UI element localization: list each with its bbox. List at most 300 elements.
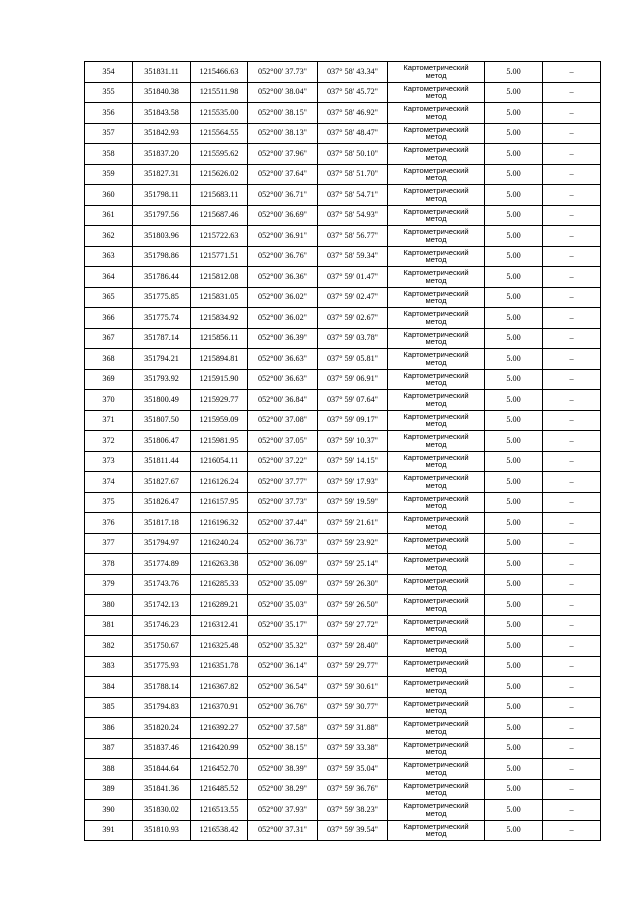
longitude-cell: 037° 58' 56.77" xyxy=(318,226,388,247)
accuracy-cell: 5.00 xyxy=(485,492,543,513)
latitude-cell: 052°00' 37.08" xyxy=(248,410,318,431)
method-cell xyxy=(388,308,485,329)
method-cell xyxy=(388,554,485,575)
latitude-cell: 052°00' 38.29" xyxy=(248,779,318,800)
longitude-cell: 037° 59' 01.47" xyxy=(318,267,388,288)
y-coordinate-cell: 1215511.98 xyxy=(191,82,248,103)
y-coordinate-cell: 1215535.00 xyxy=(191,103,248,124)
x-coordinate-cell: 351788.14 xyxy=(133,677,191,698)
point-number-cell: 380 xyxy=(85,595,133,616)
table-row xyxy=(85,287,601,308)
latitude-cell: 052°00' 35.03" xyxy=(248,595,318,616)
method-line-1: Картометрический xyxy=(403,329,469,339)
table-row xyxy=(85,492,601,513)
method-line-2: метод xyxy=(425,747,447,757)
accuracy-cell: 5.00 xyxy=(485,738,543,759)
y-coordinate-cell: 1216370.91 xyxy=(191,697,248,718)
method-line-2: метод xyxy=(425,214,447,224)
y-coordinate-cell: 1215626.02 xyxy=(191,164,248,185)
y-coordinate-cell: 1216367.82 xyxy=(191,677,248,698)
accuracy-cell: 5.00 xyxy=(485,369,543,390)
point-number-cell: 375 xyxy=(85,492,133,513)
method-line-2: метод xyxy=(425,70,447,80)
x-coordinate-cell: 351742.13 xyxy=(133,595,191,616)
point-number-cell: 355 xyxy=(85,82,133,103)
longitude-cell: 037° 59' 36.76" xyxy=(318,779,388,800)
point-number-cell: 365 xyxy=(85,287,133,308)
latitude-cell: 052°00' 38.13" xyxy=(248,123,318,144)
method-cell xyxy=(388,636,485,657)
latitude-cell: 052°00' 37.73" xyxy=(248,492,318,513)
method-line-1: Картометрический xyxy=(403,165,469,175)
table-row xyxy=(85,82,601,103)
longitude-cell: 037° 59' 21.61" xyxy=(318,513,388,534)
table-row xyxy=(85,328,601,349)
table-row xyxy=(85,390,601,411)
method-cell xyxy=(388,205,485,226)
method-line-2: метод xyxy=(425,275,447,285)
method-cell xyxy=(388,246,485,267)
point-number-cell: 379 xyxy=(85,574,133,595)
latitude-cell: 052°00' 38.39" xyxy=(248,759,318,780)
longitude-cell: 037° 59' 14.15" xyxy=(318,451,388,472)
point-number-cell: 389 xyxy=(85,779,133,800)
method-line-1: Картометрический xyxy=(403,227,469,237)
latitude-cell: 052°00' 36.63" xyxy=(248,369,318,390)
longitude-cell: 037° 59' 29.77" xyxy=(318,656,388,677)
y-coordinate-cell: 1216126.24 xyxy=(191,472,248,493)
y-coordinate-cell: 1216312.41 xyxy=(191,615,248,636)
method-line-2: метод xyxy=(425,173,447,183)
point-number-cell: 359 xyxy=(85,164,133,185)
point-number-cell: 374 xyxy=(85,472,133,493)
note-cell: – xyxy=(543,533,601,554)
method-line-1: Картометрический xyxy=(403,657,469,667)
x-coordinate-cell: 351787.14 xyxy=(133,328,191,349)
table-row xyxy=(85,574,601,595)
accuracy-cell: 5.00 xyxy=(485,697,543,718)
accuracy-cell: 5.00 xyxy=(485,820,543,841)
point-number-cell: 381 xyxy=(85,615,133,636)
latitude-cell: 052°00' 37.93" xyxy=(248,800,318,821)
accuracy-cell: 5.00 xyxy=(485,677,543,698)
x-coordinate-cell: 351807.50 xyxy=(133,410,191,431)
x-coordinate-cell: 351746.23 xyxy=(133,615,191,636)
method-line-1: Картометрический xyxy=(403,124,469,134)
method-cell xyxy=(388,390,485,411)
method-line-2: метод xyxy=(425,480,447,490)
method-line-2: метод xyxy=(425,665,447,675)
note-cell: – xyxy=(543,246,601,267)
latitude-cell: 052°00' 37.73" xyxy=(248,62,318,83)
note-cell: – xyxy=(543,328,601,349)
point-number-cell: 387 xyxy=(85,738,133,759)
method-line-1: Картометрический xyxy=(403,514,469,524)
method-cell xyxy=(388,185,485,206)
y-coordinate-cell: 1215771.51 xyxy=(191,246,248,267)
x-coordinate-cell: 351750.67 xyxy=(133,636,191,657)
note-cell: – xyxy=(543,308,601,329)
y-coordinate-cell: 1215856.11 xyxy=(191,328,248,349)
method-line-2: метод xyxy=(425,562,447,572)
method-line-1: Картометрический xyxy=(403,739,469,749)
x-coordinate-cell: 351841.36 xyxy=(133,779,191,800)
y-coordinate-cell: 1216420.99 xyxy=(191,738,248,759)
method-line-1: Картометрический xyxy=(403,63,469,73)
note-cell: – xyxy=(543,800,601,821)
note-cell: – xyxy=(543,431,601,452)
accuracy-cell: 5.00 xyxy=(485,267,543,288)
point-number-cell: 369 xyxy=(85,369,133,390)
accuracy-cell: 5.00 xyxy=(485,144,543,165)
note-cell: – xyxy=(543,718,601,739)
method-line-1: Картометрический xyxy=(403,186,469,196)
method-line-1: Картометрический xyxy=(403,493,469,503)
point-number-cell: 371 xyxy=(85,410,133,431)
accuracy-cell: 5.00 xyxy=(485,103,543,124)
method-line-2: метод xyxy=(425,829,447,839)
latitude-cell: 052°00' 37.58" xyxy=(248,718,318,739)
accuracy-cell: 5.00 xyxy=(485,287,543,308)
point-number-cell: 364 xyxy=(85,267,133,288)
method-line-2: метод xyxy=(425,316,447,326)
method-cell xyxy=(388,595,485,616)
method-line-1: Картометрический xyxy=(403,83,469,93)
method-line-1: Картометрический xyxy=(403,247,469,257)
latitude-cell: 052°00' 36.36" xyxy=(248,267,318,288)
accuracy-cell: 5.00 xyxy=(485,410,543,431)
y-coordinate-cell: 1216157.95 xyxy=(191,492,248,513)
method-cell xyxy=(388,574,485,595)
y-coordinate-cell: 1215834.92 xyxy=(191,308,248,329)
method-line-2: метод xyxy=(425,788,447,798)
method-cell xyxy=(388,82,485,103)
method-line-2: метод xyxy=(425,808,447,818)
longitude-cell: 037° 59' 09.17" xyxy=(318,410,388,431)
accuracy-cell: 5.00 xyxy=(485,451,543,472)
point-number-cell: 373 xyxy=(85,451,133,472)
method-cell xyxy=(388,369,485,390)
y-coordinate-cell: 1216513.55 xyxy=(191,800,248,821)
point-number-cell: 356 xyxy=(85,103,133,124)
longitude-cell: 037° 59' 23.92" xyxy=(318,533,388,554)
note-cell: – xyxy=(543,144,601,165)
note-cell: – xyxy=(543,738,601,759)
x-coordinate-cell: 351837.20 xyxy=(133,144,191,165)
y-coordinate-cell: 1215683.11 xyxy=(191,185,248,206)
note-cell: – xyxy=(543,451,601,472)
latitude-cell: 052°00' 38.04" xyxy=(248,82,318,103)
x-coordinate-cell: 351743.76 xyxy=(133,574,191,595)
accuracy-cell: 5.00 xyxy=(485,513,543,534)
method-line-1: Картометрический xyxy=(403,780,469,790)
note-cell: – xyxy=(543,62,601,83)
method-cell xyxy=(388,144,485,165)
x-coordinate-cell: 351786.44 xyxy=(133,267,191,288)
accuracy-cell: 5.00 xyxy=(485,123,543,144)
x-coordinate-cell: 351827.31 xyxy=(133,164,191,185)
point-number-cell: 385 xyxy=(85,697,133,718)
method-line-2: метод xyxy=(425,255,447,265)
latitude-cell: 052°00' 37.44" xyxy=(248,513,318,534)
point-number-cell: 378 xyxy=(85,554,133,575)
note-cell: – xyxy=(543,513,601,534)
point-number-cell: 363 xyxy=(85,246,133,267)
y-coordinate-cell: 1216452.70 xyxy=(191,759,248,780)
y-coordinate-cell: 1216485.52 xyxy=(191,779,248,800)
accuracy-cell: 5.00 xyxy=(485,779,543,800)
method-line-2: метод xyxy=(425,460,447,470)
method-line-2: метод xyxy=(425,378,447,388)
accuracy-cell: 5.00 xyxy=(485,308,543,329)
method-line-1: Картометрический xyxy=(403,370,469,380)
latitude-cell: 052°00' 37.05" xyxy=(248,431,318,452)
table-row xyxy=(85,636,601,657)
accuracy-cell: 5.00 xyxy=(485,636,543,657)
method-line-2: метод xyxy=(425,419,447,429)
method-cell xyxy=(388,328,485,349)
y-coordinate-cell: 1215831.05 xyxy=(191,287,248,308)
y-coordinate-cell: 1216538.42 xyxy=(191,820,248,841)
method-line-1: Картометрический xyxy=(403,555,469,565)
y-coordinate-cell: 1216054.11 xyxy=(191,451,248,472)
longitude-cell: 037° 59' 06.91" xyxy=(318,369,388,390)
method-cell xyxy=(388,492,485,513)
method-line-1: Картометрический xyxy=(403,760,469,770)
latitude-cell: 052°00' 37.22" xyxy=(248,451,318,472)
table-row xyxy=(85,697,601,718)
longitude-cell: 037° 59' 27.72" xyxy=(318,615,388,636)
x-coordinate-cell: 351800.49 xyxy=(133,390,191,411)
table-row xyxy=(85,472,601,493)
latitude-cell: 052°00' 35.17" xyxy=(248,615,318,636)
method-line-1: Картометрический xyxy=(403,452,469,462)
point-number-cell: 377 xyxy=(85,533,133,554)
point-number-cell: 360 xyxy=(85,185,133,206)
method-line-1: Картометрический xyxy=(403,411,469,421)
table-row xyxy=(85,677,601,698)
note-cell: – xyxy=(543,82,601,103)
method-line-2: метод xyxy=(425,193,447,203)
method-line-2: метод xyxy=(425,685,447,695)
x-coordinate-cell: 351831.11 xyxy=(133,62,191,83)
method-line-1: Картометрический xyxy=(403,596,469,606)
longitude-cell: 037° 59' 39.54" xyxy=(318,820,388,841)
point-number-cell: 390 xyxy=(85,800,133,821)
table-row xyxy=(85,820,601,841)
point-number-cell: 391 xyxy=(85,820,133,841)
method-line-1: Картометрический xyxy=(403,268,469,278)
table-row xyxy=(85,779,601,800)
y-coordinate-cell: 1215894.81 xyxy=(191,349,248,370)
y-coordinate-cell: 1216240.24 xyxy=(191,533,248,554)
longitude-cell: 037° 59' 07.64" xyxy=(318,390,388,411)
method-cell xyxy=(388,226,485,247)
x-coordinate-cell: 351820.24 xyxy=(133,718,191,739)
latitude-cell: 052°00' 36.63" xyxy=(248,349,318,370)
method-line-1: Картометрический xyxy=(403,432,469,442)
y-coordinate-cell: 1216325.48 xyxy=(191,636,248,657)
latitude-cell: 052°00' 37.64" xyxy=(248,164,318,185)
note-cell: – xyxy=(543,656,601,677)
point-number-cell: 366 xyxy=(85,308,133,329)
table-row xyxy=(85,123,601,144)
note-cell: – xyxy=(543,472,601,493)
longitude-cell: 037° 59' 03.78" xyxy=(318,328,388,349)
accuracy-cell: 5.00 xyxy=(485,800,543,821)
latitude-cell: 052°00' 38.15" xyxy=(248,103,318,124)
table-row xyxy=(85,62,601,83)
method-cell xyxy=(388,513,485,534)
note-cell: – xyxy=(543,820,601,841)
method-cell xyxy=(388,697,485,718)
method-line-1: Картометрический xyxy=(403,637,469,647)
longitude-cell: 037° 58' 59.34" xyxy=(318,246,388,267)
method-line-2: метод xyxy=(425,439,447,449)
method-line-2: метод xyxy=(425,706,447,716)
table-row xyxy=(85,369,601,390)
x-coordinate-cell: 351775.93 xyxy=(133,656,191,677)
x-coordinate-cell: 351842.93 xyxy=(133,123,191,144)
accuracy-cell: 5.00 xyxy=(485,759,543,780)
method-line-2: метод xyxy=(425,296,447,306)
accuracy-cell: 5.00 xyxy=(485,615,543,636)
latitude-cell: 052°00' 36.91" xyxy=(248,226,318,247)
x-coordinate-cell: 351817.18 xyxy=(133,513,191,534)
table-row xyxy=(85,533,601,554)
method-line-1: Картометрический xyxy=(403,350,469,360)
y-coordinate-cell: 1215722.63 xyxy=(191,226,248,247)
table-row xyxy=(85,615,601,636)
latitude-cell: 052°00' 36.02" xyxy=(248,287,318,308)
x-coordinate-cell: 351774.89 xyxy=(133,554,191,575)
method-line-1: Картометрический xyxy=(403,145,469,155)
method-line-1: Картометрический xyxy=(403,698,469,708)
accuracy-cell: 5.00 xyxy=(485,246,543,267)
y-coordinate-cell: 1215466.63 xyxy=(191,62,248,83)
note-cell: – xyxy=(543,185,601,206)
method-line-2: метод xyxy=(425,91,447,101)
longitude-cell: 037° 59' 30.61" xyxy=(318,677,388,698)
method-cell xyxy=(388,349,485,370)
method-line-2: метод xyxy=(425,644,447,654)
latitude-cell: 052°00' 38.15" xyxy=(248,738,318,759)
accuracy-cell: 5.00 xyxy=(485,82,543,103)
method-line-2: метод xyxy=(425,542,447,552)
table-row xyxy=(85,656,601,677)
method-cell xyxy=(388,431,485,452)
method-line-2: метод xyxy=(425,501,447,511)
accuracy-cell: 5.00 xyxy=(485,554,543,575)
point-number-cell: 376 xyxy=(85,513,133,534)
method-line-2: метод xyxy=(425,603,447,613)
y-coordinate-cell: 1216263.38 xyxy=(191,554,248,575)
y-coordinate-cell: 1216351.78 xyxy=(191,656,248,677)
method-line-1: Картометрический xyxy=(403,473,469,483)
x-coordinate-cell: 351811.44 xyxy=(133,451,191,472)
accuracy-cell: 5.00 xyxy=(485,656,543,677)
table-row xyxy=(85,410,601,431)
note-cell: – xyxy=(543,410,601,431)
y-coordinate-cell: 1215687.46 xyxy=(191,205,248,226)
y-coordinate-cell: 1216285.33 xyxy=(191,574,248,595)
method-cell xyxy=(388,164,485,185)
y-coordinate-cell: 1215981.95 xyxy=(191,431,248,452)
longitude-cell: 037° 59' 26.50" xyxy=(318,595,388,616)
note-cell: – xyxy=(543,287,601,308)
x-coordinate-cell: 351806.47 xyxy=(133,431,191,452)
note-cell: – xyxy=(543,636,601,657)
method-cell xyxy=(388,779,485,800)
accuracy-cell: 5.00 xyxy=(485,185,543,206)
method-line-1: Картометрический xyxy=(403,309,469,319)
x-coordinate-cell: 351810.93 xyxy=(133,820,191,841)
table-row xyxy=(85,144,601,165)
method-line-2: метод xyxy=(425,583,447,593)
method-line-2: метод xyxy=(425,624,447,634)
note-cell: – xyxy=(543,615,601,636)
longitude-cell: 037° 59' 17.93" xyxy=(318,472,388,493)
method-cell xyxy=(388,759,485,780)
y-coordinate-cell: 1215812.08 xyxy=(191,267,248,288)
longitude-cell: 037° 58' 51.70" xyxy=(318,164,388,185)
table-row xyxy=(85,164,601,185)
latitude-cell: 052°00' 36.39" xyxy=(248,328,318,349)
longitude-cell: 037° 58' 50.10" xyxy=(318,144,388,165)
method-line-1: Картометрический xyxy=(403,678,469,688)
point-number-cell: 358 xyxy=(85,144,133,165)
accuracy-cell: 5.00 xyxy=(485,574,543,595)
method-cell xyxy=(388,62,485,83)
latitude-cell: 052°00' 37.77" xyxy=(248,472,318,493)
method-line-2: метод xyxy=(425,234,447,244)
longitude-cell: 037° 59' 05.81" xyxy=(318,349,388,370)
method-cell xyxy=(388,677,485,698)
table-row xyxy=(85,554,601,575)
point-number-cell: 372 xyxy=(85,431,133,452)
point-number-cell: 362 xyxy=(85,226,133,247)
table-row xyxy=(85,308,601,329)
note-cell: – xyxy=(543,103,601,124)
accuracy-cell: 5.00 xyxy=(485,226,543,247)
latitude-cell: 052°00' 35.09" xyxy=(248,574,318,595)
y-coordinate-cell: 1216289.21 xyxy=(191,595,248,616)
method-line-2: метод xyxy=(425,521,447,531)
latitude-cell: 052°00' 36.54" xyxy=(248,677,318,698)
longitude-cell: 037° 59' 30.77" xyxy=(318,697,388,718)
method-cell xyxy=(388,533,485,554)
y-coordinate-cell: 1215959.09 xyxy=(191,410,248,431)
table-row xyxy=(85,205,601,226)
method-line-1: Картометрический xyxy=(403,801,469,811)
latitude-cell: 052°00' 36.73" xyxy=(248,533,318,554)
longitude-cell: 037° 59' 02.47" xyxy=(318,287,388,308)
point-number-cell: 354 xyxy=(85,62,133,83)
method-cell xyxy=(388,287,485,308)
x-coordinate-cell: 351794.97 xyxy=(133,533,191,554)
y-coordinate-cell: 1215915.90 xyxy=(191,369,248,390)
table-row xyxy=(85,738,601,759)
method-cell xyxy=(388,410,485,431)
longitude-cell: 037° 58' 48.47" xyxy=(318,123,388,144)
y-coordinate-cell: 1215595.62 xyxy=(191,144,248,165)
y-coordinate-cell: 1215564.55 xyxy=(191,123,248,144)
method-line-2: метод xyxy=(425,357,447,367)
latitude-cell: 052°00' 37.31" xyxy=(248,820,318,841)
table-row xyxy=(85,267,601,288)
latitude-cell: 052°00' 36.09" xyxy=(248,554,318,575)
latitude-cell: 052°00' 36.02" xyxy=(248,308,318,329)
